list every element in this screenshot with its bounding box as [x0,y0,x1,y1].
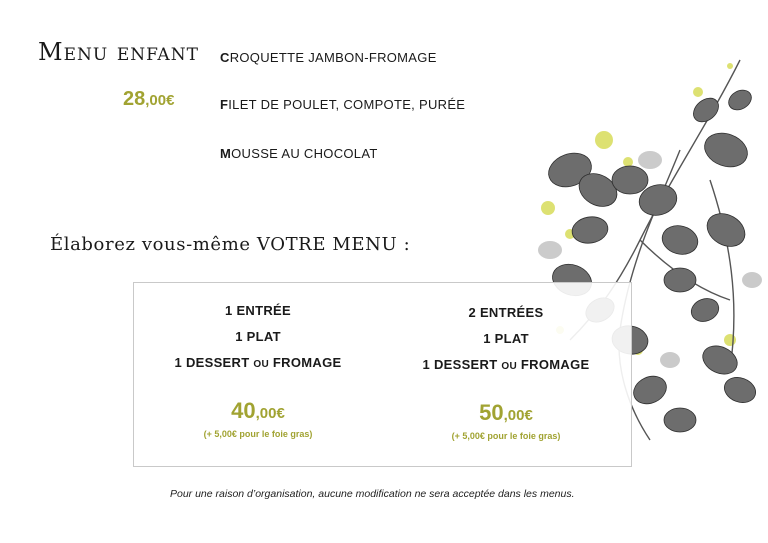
formula-2-price [382,400,630,426]
kids-dish-3 [220,146,378,161]
formula-2-price-dec: ,00€ [503,407,533,424]
kids-dish-1-initial: C [220,50,230,65]
kids-menu-price-int: 28 [123,88,146,110]
kids-dish-1 [220,50,437,65]
formula-box [133,282,632,467]
formula-1-supplement: (+ 5,00€ pour le foie gras) [203,429,313,439]
formula-2-cheese-label: FROMAGE [520,357,590,372]
formula-2-or: OU [501,361,517,372]
formula-2-dessert [382,357,630,372]
kids-dish-2 [220,97,465,112]
kids-dish-1-rest: ROQUETTE JAMBON-FROMAGE [229,50,437,65]
kids-dish-2-initial: F [220,97,229,112]
formula-2-price-int: 50 [479,400,504,425]
footnote: Pour une raison d’organisation, aucune modification ne sera acceptée dans les menus. [170,488,575,500]
formula-1-dessert-label: 1 DESSERT [174,355,250,370]
formula-1-cheese-label: FROMAGE [272,355,342,370]
formula-1-price-int: 40 [231,398,256,423]
formula-1-main: 1 PLAT [235,329,281,344]
kids-dish-3-initial: M [220,146,232,161]
kids-dish-2-rest: ILET DE POULET, COMPOTE, PURÉE [228,97,466,112]
formula-2-supplement: (+ 5,00€ pour le foie gras) [451,431,561,441]
kids-dish-3-rest: OUSSE AU CHOCOLAT [231,146,378,161]
kids-menu-title: Menu enfant [38,38,199,66]
formula-1-dessert [134,355,382,370]
formula-2-main: 1 PLAT [483,331,529,346]
formula-2-starter: 2 ENTRÉES [468,305,544,320]
formula-2-dessert-label: 1 DESSERT [422,357,498,372]
kids-menu-price [123,88,174,111]
formula-1-price-dec: ,00€ [255,405,285,422]
formula-1-starter: 1 ENTRÉE [225,303,291,318]
kids-menu-price-dec: ,00€ [145,92,175,109]
formula-1-or: OU [253,359,269,370]
formula-1-price [134,398,382,424]
compose-menu-title: Élaborez vous-même VOTRE MENU : [50,234,411,255]
